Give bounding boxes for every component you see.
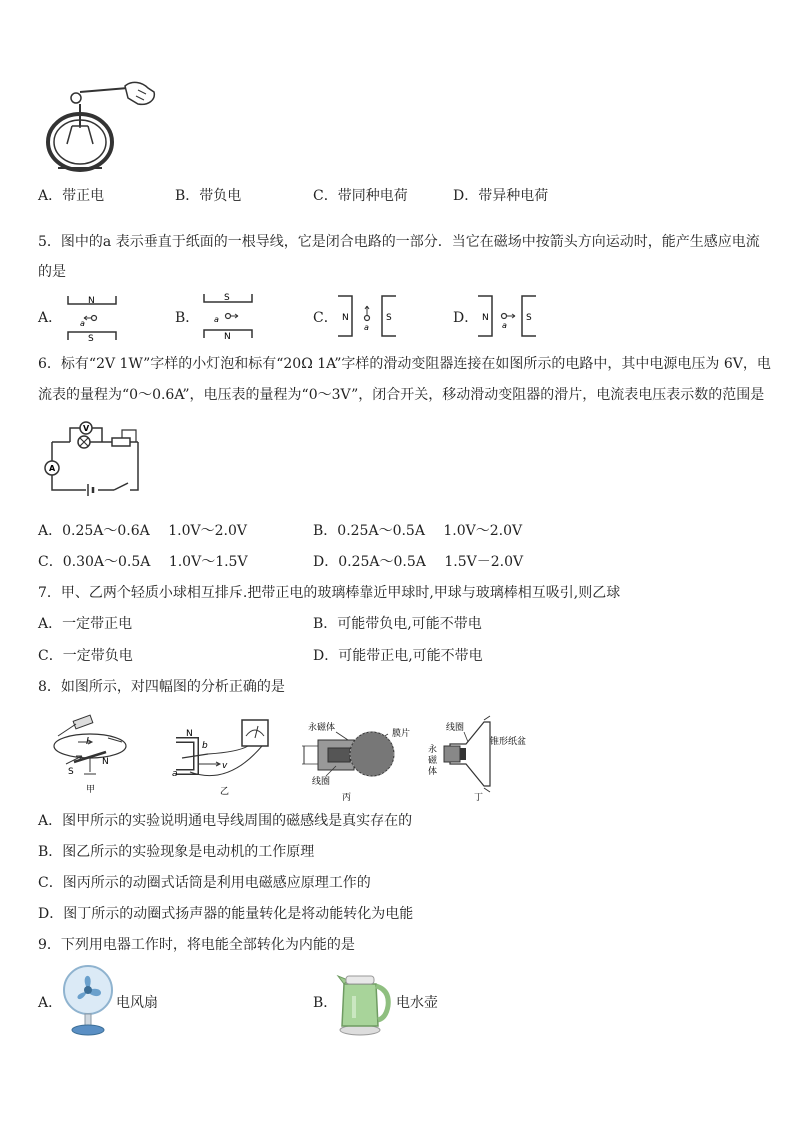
q8-figure-yi (168, 712, 278, 802)
jia-current-label: I (86, 736, 89, 747)
jia-caption: 甲 (86, 785, 96, 795)
q6-option-d: D．0.25A～0.5A 1.5V－2.0V (313, 554, 524, 570)
q7-option-b: B．可能带负电,可能不带电 (313, 616, 482, 632)
q6-circuit-diagram (40, 420, 150, 500)
jia-s-label: S (68, 767, 74, 777)
electroscope-figure (40, 76, 160, 176)
bing-caption: 丙 (342, 793, 352, 802)
q8-figure-bing (296, 710, 426, 802)
galvanometer-icon (242, 720, 268, 746)
yi-caption: 乙 (220, 787, 230, 797)
q5a-bottom-label: S (88, 334, 94, 342)
q5d-right-label: S (526, 313, 532, 323)
q5d-wire-label: a (502, 321, 507, 330)
ding-magnet-label-3: 体 (428, 767, 438, 777)
q5-diagram-b (198, 290, 258, 340)
jia-n-label: N (102, 757, 109, 767)
electric-fan-icon (60, 964, 116, 1038)
q9-option-b-letter: B． (313, 995, 338, 1011)
ding-coil-label: 线圈 (446, 723, 465, 733)
ding-cone-label: 锥形纸盆 (490, 737, 527, 747)
voltmeter-label: V (83, 424, 90, 433)
q4-option-a: A．带正电 (38, 188, 105, 204)
q5c-wire-label: a (364, 323, 369, 332)
bing-film-label: 膜片 (392, 729, 411, 739)
q4-option-d: D．带异种电荷 (453, 188, 549, 204)
q5-stem-line2: 的是 (38, 264, 66, 280)
q8-stem: 8．如图所示，对四幅图的分析正确的是 (38, 679, 285, 695)
q5-option-d-letter: D． (453, 310, 479, 326)
yi-a-label: a (172, 769, 178, 779)
q5a-top-label: N (88, 296, 95, 306)
bing-magnet-label: 永磁体 (308, 723, 336, 733)
bing-coil-label: 线圈 (312, 777, 331, 787)
q8-option-b: B．图乙所示的实验现象是电动机的工作原理 (38, 844, 315, 860)
q5-stem-line1: 5．图中的a 表示垂直于纸面的一根导线，它是闭合电路的一部分．当它在磁场中按箭头方向运动时，能产生感应电流 (38, 234, 760, 250)
q8-option-c: C．图丙所示的动圈式话筒是利用电磁感应原理工作的 (38, 875, 371, 891)
q6-stem-line2: 流表的量程为“0～0.6A”，电压表的量程为“0～3V”，闭合开关，移动滑动变阻器的滑片，电流表电压表示数的范围是 (38, 387, 765, 403)
q7-option-a: A．一定带正电 (38, 616, 133, 632)
yi-n-label: N (186, 729, 193, 739)
q8-option-d: D．图丁所示的动圈式扬声器的能量转化是将动能转化为电能 (38, 906, 414, 922)
q5c-right-label: S (386, 313, 392, 323)
q5-diagram-d (474, 292, 544, 340)
q5a-wire-label: a (80, 319, 85, 328)
q6-stem-line1: 6．标有“2V 1W”字样的小灯泡和标有“20Ω 1A”字样的滑动变阻器连接在如图所示的电路中，其中电源电压为 6V，电 (38, 356, 771, 372)
q6-option-a: A．0.25A～0.6A 1.0V～2.0V (38, 523, 247, 539)
ammeter-label: A (49, 464, 56, 473)
q5-option-b-letter: B． (175, 310, 200, 326)
q5-diagram-c (334, 292, 404, 340)
yi-b-label: b (202, 741, 208, 751)
q8-figure-ding (424, 710, 534, 802)
q9-option-a-name: 电风扇 (116, 995, 158, 1011)
q5c-left-label: N (342, 313, 349, 323)
ding-magnet-label-2: 磁 (428, 756, 438, 766)
q5-option-c-letter: C． (313, 310, 338, 326)
rheostat-icon (112, 438, 130, 446)
q8-figure-jia (46, 712, 136, 802)
q7-stem: 7．甲、乙两个轻质小球相互排斥.把带正电的玻璃棒靠近甲球时,甲球与玻璃棒相互吸引,则乙球 (38, 585, 621, 601)
q5d-left-label: N (482, 313, 489, 323)
q7-option-c: C．一定带负电 (38, 648, 133, 664)
q4-option-c: C．带同种电荷 (313, 188, 408, 204)
q6-option-c: C．0.30A～0.5A 1.0V～1.5V (38, 554, 248, 570)
q4-option-b: B．带负电 (175, 188, 242, 204)
q9-option-a-letter: A． (38, 995, 63, 1011)
electric-kettle-icon (336, 966, 392, 1038)
ding-caption: 丁 (474, 793, 484, 802)
q5b-wire-label: a (214, 315, 219, 324)
q9-stem: 9．下列用电器工作时，将电能全部转化为内能的是 (38, 937, 355, 953)
q5b-bottom-label: N (224, 332, 231, 340)
yi-v-label: v (222, 761, 228, 771)
q5-option-a-letter: A． (38, 310, 63, 326)
q8-option-a: A．图甲所示的实验说明通电导线周围的磁感线是真实存在的 (38, 813, 413, 829)
q9-option-b-name: 电水壶 (396, 995, 438, 1011)
ding-magnet-label-1: 永 (428, 745, 438, 755)
q5-diagram-a (62, 292, 122, 342)
q7-option-d: D．可能带正电,可能不带电 (313, 648, 483, 664)
q6-option-b: B．0.25A～0.5A 1.0V～2.0V (313, 523, 523, 539)
q5b-top-label: S (224, 293, 230, 303)
